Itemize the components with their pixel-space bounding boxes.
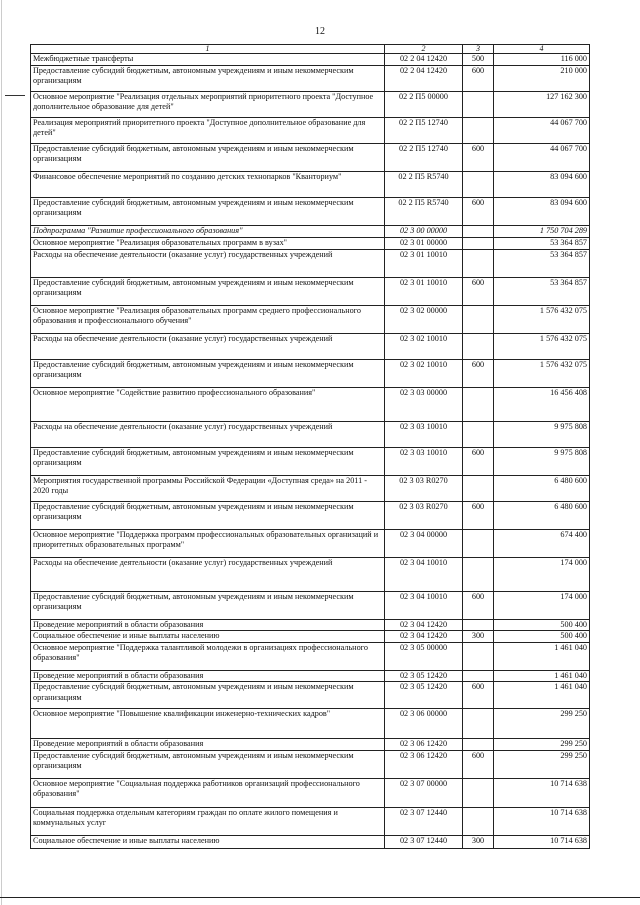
row-type-cell bbox=[463, 557, 494, 591]
row-code-cell: 02 2 04 12420 bbox=[385, 54, 463, 66]
table-header-row bbox=[31, 45, 590, 54]
row-code-cell: 02 3 02 00000 bbox=[385, 305, 463, 333]
row-name-cell: Мероприятия государственной программы Российской Федерации «Доступная среда» на 2011 - 2020 годы bbox=[31, 475, 385, 501]
row-name-cell: Реализация мероприятий приоритетного проекта "Доступное дополнительное образование для детей" bbox=[31, 117, 385, 143]
table-row bbox=[31, 631, 590, 643]
row-name-cell: Социальное обеспечение и иные выплаты населению bbox=[31, 631, 385, 643]
row-name-cell: Проведение мероприятий в области образования bbox=[31, 739, 385, 751]
row-name-cell: Предоставление субсидий бюджетным, автономным учреждениям и иным некоммерческим организациям bbox=[31, 591, 385, 619]
row-sum-cell: 1 461 040 bbox=[494, 642, 590, 670]
row-type-cell bbox=[463, 778, 494, 807]
row-name-cell: Основное мероприятие "Поддержка талантливой молодежи в организациях профессионального образования" bbox=[31, 642, 385, 670]
row-type-cell bbox=[463, 117, 494, 143]
table-row bbox=[31, 225, 590, 237]
row-code-cell: 02 3 04 12420 bbox=[385, 619, 463, 631]
row-type-cell bbox=[463, 642, 494, 670]
row-type-cell bbox=[463, 333, 494, 359]
row-code-cell: 02 3 01 10010 bbox=[385, 277, 463, 305]
row-code-cell: 02 3 07 00000 bbox=[385, 778, 463, 807]
row-sum-cell: 500 400 bbox=[494, 619, 590, 631]
row-sum-cell: 53 364 857 bbox=[494, 249, 590, 277]
table-row bbox=[31, 778, 590, 807]
row-code-cell: 02 3 07 12440 bbox=[385, 835, 463, 848]
row-name-cell: Предоставление субсидий бюджетным, автономным учреждениям и иным некоммерческим организациям bbox=[31, 277, 385, 305]
row-name-cell: Предоставление субсидий бюджетным, автономным учреждениям и иным некоммерческим организациям bbox=[31, 359, 385, 387]
row-name-cell: Расходы на обеспечение деятельности (оказание услуг) государственных учреждений bbox=[31, 333, 385, 359]
row-code-cell: 02 3 04 10010 bbox=[385, 591, 463, 619]
row-type-cell: 300 bbox=[463, 631, 494, 643]
row-type-cell bbox=[463, 807, 494, 835]
row-name-cell: Предоставление субсидий бюджетным, автономным учреждениям и иным некоммерческим организациям bbox=[31, 143, 385, 171]
row-type-cell: 300 bbox=[463, 835, 494, 848]
table-row bbox=[31, 91, 590, 117]
row-code-cell: 02 3 00 00000 bbox=[385, 225, 463, 237]
row-type-cell bbox=[463, 91, 494, 117]
row-type-cell: 600 bbox=[463, 197, 494, 225]
scan-bottom-line bbox=[0, 897, 640, 898]
table-row bbox=[31, 642, 590, 670]
row-sum-cell: 174 000 bbox=[494, 557, 590, 591]
row-type-cell bbox=[463, 171, 494, 197]
row-name-cell: Основное мероприятие "Поддержка программ профессиональных образовательных организаций и приоритетных образовательных программ" bbox=[31, 529, 385, 557]
row-type-cell: 500 bbox=[463, 54, 494, 66]
table-row bbox=[31, 447, 590, 475]
row-sum-cell: 10 714 638 bbox=[494, 778, 590, 807]
row-code-cell: 02 3 02 10010 bbox=[385, 359, 463, 387]
row-code-cell: 02 2 П5 12740 bbox=[385, 117, 463, 143]
row-type-cell bbox=[463, 619, 494, 631]
row-code-cell: 02 2 П5 R5740 bbox=[385, 197, 463, 225]
row-sum-cell: 83 094 600 bbox=[494, 197, 590, 225]
table-row bbox=[31, 117, 590, 143]
row-type-cell bbox=[463, 249, 494, 277]
row-code-cell: 02 3 06 00000 bbox=[385, 709, 463, 739]
table-row bbox=[31, 359, 590, 387]
row-code-cell: 02 3 04 10010 bbox=[385, 557, 463, 591]
row-sum-cell: 53 364 857 bbox=[494, 277, 590, 305]
table-row bbox=[31, 197, 590, 225]
row-code-cell: 02 3 04 12420 bbox=[385, 631, 463, 643]
row-sum-cell: 127 162 300 bbox=[494, 91, 590, 117]
row-code-cell: 02 3 03 10010 bbox=[385, 421, 463, 447]
row-name-cell: Социальное обеспечение и иные выплаты населению bbox=[31, 835, 385, 848]
row-name-cell: Расходы на обеспечение деятельности (оказание услуг) государственных учреждений bbox=[31, 421, 385, 447]
row-name-cell: Основное мероприятие "Реализация отдельных мероприятий приоритетного проекта "Доступное дополнительное образование для детей" bbox=[31, 91, 385, 117]
row-type-cell bbox=[463, 237, 494, 249]
row-code-cell: 02 3 03 R0270 bbox=[385, 501, 463, 529]
row-code-cell: 02 3 06 12420 bbox=[385, 750, 463, 778]
table-row bbox=[31, 619, 590, 631]
row-code-cell: 02 3 02 10010 bbox=[385, 333, 463, 359]
table-row bbox=[31, 557, 590, 591]
row-type-cell: 600 bbox=[463, 65, 494, 91]
scan-edge-line bbox=[1, 0, 2, 905]
row-code-cell: 02 3 03 10010 bbox=[385, 447, 463, 475]
row-sum-cell: 174 000 bbox=[494, 591, 590, 619]
row-name-cell: Финансовое обеспечение мероприятий по созданию детских технопарков "Кванториум" bbox=[31, 171, 385, 197]
row-name-cell: Проведение мероприятий в области образования bbox=[31, 670, 385, 682]
row-sum-cell: 16 456 408 bbox=[494, 387, 590, 421]
table-row bbox=[31, 143, 590, 171]
row-sum-cell: 299 250 bbox=[494, 709, 590, 739]
row-code-cell: 02 3 01 00000 bbox=[385, 237, 463, 249]
row-sum-cell: 1 461 040 bbox=[494, 670, 590, 682]
row-code-cell: 02 3 04 00000 bbox=[385, 529, 463, 557]
row-type-cell bbox=[463, 387, 494, 421]
row-code-cell: 02 3 05 12420 bbox=[385, 682, 463, 709]
table-row bbox=[31, 333, 590, 359]
row-code-cell: 02 3 05 00000 bbox=[385, 642, 463, 670]
row-sum-cell: 210 000 bbox=[494, 65, 590, 91]
page-number: 12 bbox=[315, 26, 325, 37]
row-name-cell: Основное мероприятие "Реализация образовательных программ среднего профессионального образования и профессионального обучения" bbox=[31, 305, 385, 333]
row-sum-cell: 9 975 808 bbox=[494, 447, 590, 475]
row-sum-cell: 1 750 704 289 bbox=[494, 225, 590, 237]
table-row bbox=[31, 682, 590, 709]
budget-table bbox=[30, 44, 590, 849]
row-sum-cell: 1 576 432 075 bbox=[494, 359, 590, 387]
row-type-cell: 600 bbox=[463, 591, 494, 619]
row-type-cell: 600 bbox=[463, 143, 494, 171]
row-type-cell: 600 bbox=[463, 277, 494, 305]
row-name-cell: Основное мероприятие "Содействие развитию профессионального образования" bbox=[31, 387, 385, 421]
table-row bbox=[31, 249, 590, 277]
row-sum-cell: 53 364 857 bbox=[494, 237, 590, 249]
row-sum-cell: 10 714 638 bbox=[494, 807, 590, 835]
header-col-4: 4 bbox=[494, 45, 590, 54]
row-name-cell: Предоставление субсидий бюджетным, автономным учреждениям и иным некоммерческим организациям bbox=[31, 447, 385, 475]
row-name-cell: Предоставление субсидий бюджетным, автономным учреждениям и иным некоммерческим организациям bbox=[31, 65, 385, 91]
row-sum-cell: 44 067 700 bbox=[494, 117, 590, 143]
row-sum-cell: 500 400 bbox=[494, 631, 590, 643]
table-row bbox=[31, 277, 590, 305]
row-sum-cell: 44 067 700 bbox=[494, 143, 590, 171]
table-row bbox=[31, 65, 590, 91]
row-name-cell: Межбюджетные трансферты bbox=[31, 54, 385, 66]
table-row bbox=[31, 709, 590, 739]
table-row bbox=[31, 835, 590, 848]
row-code-cell: 02 3 06 12420 bbox=[385, 739, 463, 751]
row-type-cell: 600 bbox=[463, 501, 494, 529]
row-type-cell: 600 bbox=[463, 359, 494, 387]
row-code-cell: 02 2 04 12420 bbox=[385, 65, 463, 91]
row-sum-cell: 1 576 432 075 bbox=[494, 305, 590, 333]
header-col-1: 1 bbox=[31, 45, 385, 54]
row-code-cell: 02 3 07 12440 bbox=[385, 807, 463, 835]
table-row bbox=[31, 387, 590, 421]
row-sum-cell: 299 250 bbox=[494, 750, 590, 778]
table-row bbox=[31, 54, 590, 66]
table-row bbox=[31, 670, 590, 682]
row-name-cell: Предоставление субсидий бюджетным, автономным учреждениям и иным некоммерческим организациям bbox=[31, 682, 385, 709]
row-sum-cell: 6 480 600 bbox=[494, 475, 590, 501]
row-type-cell: 600 bbox=[463, 447, 494, 475]
row-name-cell: Предоставление субсидий бюджетным, автономным учреждениям и иным некоммерческим организациям bbox=[31, 197, 385, 225]
row-code-cell: 02 3 03 R0270 bbox=[385, 475, 463, 501]
row-code-cell: 02 3 01 10010 bbox=[385, 249, 463, 277]
row-code-cell: 02 2 П5 12740 bbox=[385, 143, 463, 171]
row-type-cell bbox=[463, 225, 494, 237]
row-code-cell: 02 2 П5 00000 bbox=[385, 91, 463, 117]
header-col-2: 2 bbox=[385, 45, 463, 54]
row-type-cell bbox=[463, 709, 494, 739]
table-row bbox=[31, 475, 590, 501]
row-name-cell: Основное мероприятие "Повышение квалификации инженерно-технических кадров" bbox=[31, 709, 385, 739]
table-row bbox=[31, 591, 590, 619]
table-row bbox=[31, 529, 590, 557]
table-row bbox=[31, 750, 590, 778]
row-type-cell: 600 bbox=[463, 750, 494, 778]
row-type-cell bbox=[463, 529, 494, 557]
row-code-cell: 02 3 05 12420 bbox=[385, 670, 463, 682]
row-sum-cell: 1 461 040 bbox=[494, 682, 590, 709]
row-sum-cell: 10 714 638 bbox=[494, 835, 590, 848]
row-sum-cell: 1 576 432 075 bbox=[494, 333, 590, 359]
row-name-cell: Проведение мероприятий в области образования bbox=[31, 619, 385, 631]
table-row bbox=[31, 421, 590, 447]
table-row bbox=[31, 739, 590, 751]
table-row bbox=[31, 501, 590, 529]
row-type-cell bbox=[463, 305, 494, 333]
row-sum-cell: 116 000 bbox=[494, 54, 590, 66]
row-type-cell bbox=[463, 739, 494, 751]
row-name-cell: Предоставление субсидий бюджетным, автономным учреждениям и иным некоммерческим организациям bbox=[31, 750, 385, 778]
margin-mark bbox=[5, 95, 25, 96]
row-code-cell: 02 3 03 00000 bbox=[385, 387, 463, 421]
table-row bbox=[31, 237, 590, 249]
table-row bbox=[31, 305, 590, 333]
row-name-cell: Расходы на обеспечение деятельности (оказание услуг) государственных учреждений bbox=[31, 557, 385, 591]
row-name-cell: Основное мероприятие "Реализация образовательных программ в вузах" bbox=[31, 237, 385, 249]
row-sum-cell: 299 250 bbox=[494, 739, 590, 751]
table-row bbox=[31, 171, 590, 197]
table-row bbox=[31, 807, 590, 835]
row-name-cell: Основное мероприятие "Социальная поддержка работников организаций профессионального образования" bbox=[31, 778, 385, 807]
row-sum-cell: 674 400 bbox=[494, 529, 590, 557]
row-type-cell bbox=[463, 670, 494, 682]
header-col-3: 3 bbox=[463, 45, 494, 54]
row-name-cell: Предоставление субсидий бюджетным, автономным учреждениям и иным некоммерческим организациям bbox=[31, 501, 385, 529]
row-type-cell bbox=[463, 475, 494, 501]
row-sum-cell: 83 094 600 bbox=[494, 171, 590, 197]
row-name-cell: Расходы на обеспечение деятельности (оказание услуг) государственных учреждений bbox=[31, 249, 385, 277]
row-name-cell: Подпрограмма "Развитие профессионального образования" bbox=[31, 225, 385, 237]
row-sum-cell: 6 480 600 bbox=[494, 501, 590, 529]
row-code-cell: 02 2 П5 R5740 bbox=[385, 171, 463, 197]
row-type-cell bbox=[463, 421, 494, 447]
row-name-cell: Социальная поддержка отдельным категориям граждан по оплате жилого помещения и коммунальных услуг bbox=[31, 807, 385, 835]
row-sum-cell: 9 975 808 bbox=[494, 421, 590, 447]
row-type-cell: 600 bbox=[463, 682, 494, 709]
